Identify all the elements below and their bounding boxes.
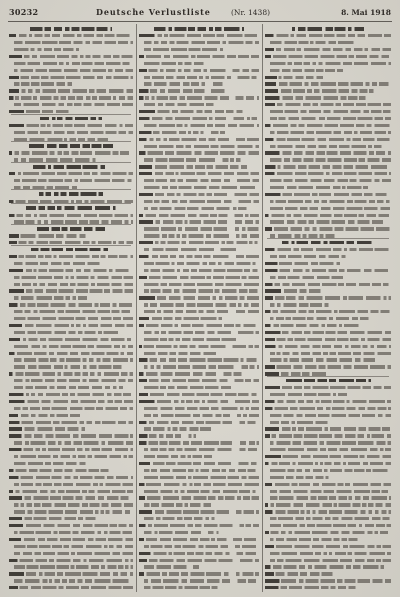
illegible-text-line bbox=[9, 234, 88, 237]
illegible-text-line bbox=[144, 565, 199, 568]
section-heading bbox=[39, 192, 104, 196]
illegible-text-line bbox=[265, 407, 391, 410]
illegible-text-line bbox=[14, 48, 83, 51]
illegible-text-line bbox=[270, 131, 391, 134]
illegible-text-line bbox=[14, 462, 88, 465]
illegible-text-line bbox=[144, 179, 259, 182]
illegible-text-line bbox=[144, 227, 259, 230]
illegible-text-line bbox=[144, 386, 231, 389]
illegible-text-line bbox=[139, 572, 259, 575]
illegible-text-line bbox=[265, 124, 391, 127]
illegible-text-line bbox=[14, 345, 133, 348]
illegible-text-line bbox=[265, 289, 325, 292]
illegible-text-line bbox=[265, 283, 391, 286]
illegible-text-line bbox=[270, 552, 391, 555]
illegible-text-line bbox=[144, 503, 211, 506]
illegible-text-line bbox=[14, 531, 133, 534]
illegible-text-line bbox=[270, 145, 382, 148]
illegible-text-line bbox=[265, 34, 391, 37]
illegible-text-line bbox=[144, 365, 259, 368]
illegible-text-line bbox=[270, 352, 391, 355]
illegible-text-line bbox=[144, 531, 219, 534]
illegible-text-line bbox=[9, 172, 133, 175]
section-heading bbox=[282, 241, 375, 245]
illegible-text-line bbox=[9, 124, 133, 127]
illegible-text-line bbox=[139, 483, 259, 486]
section-heading bbox=[292, 27, 365, 31]
illegible-text-line bbox=[265, 193, 391, 196]
illegible-text-line bbox=[139, 324, 259, 327]
illegible-text-line bbox=[270, 517, 391, 520]
illegible-text-line bbox=[144, 48, 225, 51]
publication-title: Deutsche Verlustliste bbox=[96, 7, 211, 17]
illegible-text-line bbox=[14, 262, 101, 265]
illegible-text-line bbox=[14, 365, 122, 368]
illegible-text-line bbox=[9, 303, 133, 306]
illegible-text-line bbox=[265, 510, 391, 513]
illegible-text-line bbox=[139, 510, 259, 513]
section-rule bbox=[267, 376, 389, 377]
illegible-text-line bbox=[265, 455, 391, 458]
illegible-text-line bbox=[14, 283, 133, 286]
section-heading bbox=[30, 27, 113, 31]
illegible-text-line bbox=[265, 89, 374, 92]
illegible-text-line bbox=[9, 476, 133, 479]
illegible-text-line bbox=[139, 255, 259, 258]
illegible-text-line bbox=[265, 310, 391, 313]
illegible-text-line bbox=[14, 331, 118, 334]
illegible-text-line bbox=[9, 89, 133, 92]
illegible-text-line bbox=[9, 289, 133, 292]
illegible-text-line bbox=[265, 269, 391, 272]
section-rule bbox=[11, 203, 131, 204]
illegible-text-line bbox=[265, 338, 391, 341]
illegible-text-line bbox=[265, 427, 391, 430]
page-number: 30232 bbox=[9, 7, 39, 17]
illegible-text-line bbox=[14, 503, 133, 506]
illegible-text-line bbox=[14, 276, 133, 279]
illegible-text-line bbox=[139, 55, 259, 58]
illegible-text-line bbox=[9, 269, 133, 272]
illegible-text-line bbox=[270, 179, 391, 182]
illegible-text-line bbox=[9, 559, 133, 562]
illegible-text-line bbox=[265, 248, 391, 251]
illegible-text-line bbox=[139, 69, 259, 72]
section-rule bbox=[11, 162, 131, 163]
illegible-text-line bbox=[139, 441, 259, 444]
section-heading bbox=[37, 227, 105, 231]
illegible-text-line bbox=[139, 214, 259, 217]
illegible-text-line bbox=[9, 434, 133, 437]
illegible-text-line bbox=[265, 531, 391, 534]
illegible-text-line bbox=[14, 510, 133, 513]
illegible-text-line bbox=[14, 82, 75, 85]
illegible-text-line bbox=[270, 317, 371, 320]
illegible-text-line bbox=[270, 524, 391, 527]
illegible-text-line bbox=[144, 586, 221, 589]
illegible-text-line bbox=[144, 407, 259, 410]
illegible-text-line bbox=[14, 441, 133, 444]
illegible-text-line bbox=[265, 400, 391, 403]
section-rule bbox=[11, 245, 131, 246]
illegible-text-line bbox=[144, 289, 259, 292]
illegible-text-line bbox=[139, 89, 227, 92]
illegible-text-line bbox=[265, 345, 391, 348]
illegible-text-line bbox=[265, 214, 391, 217]
illegible-text-line bbox=[9, 352, 133, 355]
illegible-text-line bbox=[144, 352, 216, 355]
illegible-text-line bbox=[9, 214, 133, 217]
illegible-text-line bbox=[9, 496, 133, 499]
illegible-text-line bbox=[14, 179, 133, 182]
illegible-text-line bbox=[139, 434, 196, 437]
illegible-text-line bbox=[270, 476, 329, 479]
illegible-text-line bbox=[139, 538, 259, 541]
illegible-text-line bbox=[144, 283, 259, 286]
illegible-text-line bbox=[14, 386, 123, 389]
illegible-text-line bbox=[144, 41, 259, 44]
illegible-text-line bbox=[270, 414, 391, 417]
illegible-text-line bbox=[9, 448, 133, 451]
illegible-text-line bbox=[144, 469, 259, 472]
illegible-text-line bbox=[270, 220, 383, 223]
illegible-text-line bbox=[139, 372, 242, 375]
illegible-text-line bbox=[14, 296, 87, 299]
illegible-text-line bbox=[265, 483, 391, 486]
issue-date: 8. Mai 1918 bbox=[341, 8, 391, 17]
illegible-text-line bbox=[139, 421, 259, 424]
illegible-text-line bbox=[270, 538, 361, 541]
illegible-text-line bbox=[265, 296, 391, 299]
illegible-text-line bbox=[14, 69, 133, 72]
illegible-text-line bbox=[139, 241, 259, 244]
illegible-text-line bbox=[270, 559, 391, 562]
illegible-text-line bbox=[144, 517, 215, 520]
section-heading bbox=[33, 165, 109, 169]
illegible-text-line bbox=[270, 393, 347, 396]
illegible-text-line bbox=[265, 565, 384, 568]
illegible-text-line bbox=[144, 455, 213, 458]
illegible-text-line bbox=[265, 103, 391, 106]
illegible-text-line bbox=[265, 76, 323, 79]
illegible-text-line bbox=[144, 62, 204, 65]
illegible-text-line bbox=[14, 62, 133, 65]
illegible-text-line bbox=[9, 586, 133, 589]
illegible-text-line bbox=[270, 448, 391, 451]
illegible-text-line bbox=[265, 48, 391, 51]
illegible-text-line bbox=[270, 41, 358, 44]
illegible-text-line bbox=[270, 62, 391, 65]
illegible-text-line bbox=[270, 69, 343, 72]
illegible-text-line bbox=[144, 490, 259, 493]
illegible-text-line bbox=[144, 262, 259, 265]
illegible-text-line bbox=[9, 524, 133, 527]
illegible-text-line bbox=[139, 138, 259, 141]
illegible-text-line bbox=[265, 165, 391, 168]
illegible-text-line bbox=[9, 372, 133, 375]
illegible-text-line bbox=[139, 317, 222, 320]
illegible-text-line bbox=[9, 76, 133, 79]
issue-number: (Nr. 1438) bbox=[231, 8, 271, 17]
illegible-text-line bbox=[139, 96, 259, 99]
illegible-text-line bbox=[9, 393, 133, 396]
illegible-text-line bbox=[139, 379, 259, 382]
illegible-text-line bbox=[144, 158, 242, 161]
illegible-text-line bbox=[265, 96, 366, 99]
illegible-text-line bbox=[139, 559, 259, 562]
illegible-text-line bbox=[14, 358, 133, 361]
illegible-text-line bbox=[144, 145, 259, 148]
illegible-text-line bbox=[270, 110, 391, 113]
section-heading bbox=[29, 144, 113, 148]
illegible-text-line bbox=[139, 345, 259, 348]
illegible-text-line bbox=[9, 572, 133, 575]
illegible-text-line bbox=[139, 165, 251, 168]
illegible-text-line bbox=[14, 483, 133, 486]
illegible-text-line bbox=[9, 255, 133, 258]
section-heading bbox=[31, 248, 112, 252]
illegible-text-line bbox=[139, 220, 259, 223]
illegible-text-line bbox=[265, 462, 391, 465]
illegible-text-line bbox=[9, 414, 80, 417]
illegible-text-line bbox=[14, 545, 133, 548]
illegible-text-line bbox=[9, 324, 133, 327]
illegible-text-line bbox=[139, 276, 259, 279]
section-rule bbox=[11, 224, 131, 225]
illegible-text-line bbox=[265, 572, 333, 575]
section-rule bbox=[267, 238, 389, 239]
illegible-text-line bbox=[9, 400, 133, 403]
illegible-text-line bbox=[139, 193, 259, 196]
illegible-text-line bbox=[144, 310, 259, 313]
illegible-text-line bbox=[144, 82, 225, 85]
illegible-text-line bbox=[9, 34, 133, 37]
illegible-text-line bbox=[270, 207, 391, 210]
section-heading bbox=[286, 379, 371, 383]
illegible-text-line bbox=[270, 117, 391, 120]
illegible-text-line bbox=[265, 151, 391, 154]
illegible-text-line bbox=[265, 365, 391, 368]
illegible-text-line bbox=[14, 407, 133, 410]
illegible-text-line bbox=[9, 96, 133, 99]
illegible-text-line bbox=[270, 303, 329, 306]
illegible-text-line bbox=[9, 421, 133, 424]
illegible-text-line bbox=[270, 255, 347, 258]
illegible-text-line bbox=[139, 110, 243, 113]
illegible-text-line bbox=[270, 358, 375, 361]
section-heading bbox=[26, 206, 116, 210]
illegible-text-line bbox=[144, 207, 247, 210]
illegible-text-line bbox=[265, 586, 356, 589]
illegible-text-line bbox=[144, 331, 259, 334]
illegible-text-line bbox=[139, 296, 259, 299]
illegible-text-line bbox=[265, 172, 391, 175]
illegible-text-line bbox=[139, 151, 259, 154]
illegible-text-line bbox=[14, 317, 133, 320]
illegible-text-line bbox=[265, 262, 340, 265]
illegible-text-line bbox=[270, 186, 368, 189]
illegible-text-line bbox=[9, 469, 109, 472]
illegible-text-line bbox=[14, 131, 133, 134]
illegible-text-line bbox=[144, 200, 259, 203]
illegible-text-line bbox=[265, 386, 391, 389]
illegible-text-line bbox=[139, 400, 259, 403]
illegible-text-line bbox=[270, 158, 391, 161]
illegible-text-line bbox=[270, 441, 391, 444]
illegible-text-line bbox=[9, 338, 133, 341]
illegible-text-line bbox=[270, 421, 330, 424]
illegible-text-line bbox=[139, 524, 259, 527]
illegible-text-line bbox=[265, 55, 391, 58]
illegible-text-line bbox=[9, 55, 133, 58]
illegible-text-line bbox=[270, 276, 343, 279]
illegible-text-line bbox=[265, 227, 391, 230]
illegible-text-line bbox=[265, 331, 391, 334]
illegible-text-line bbox=[144, 338, 237, 341]
illegible-text-line bbox=[144, 579, 259, 582]
illegible-text-line bbox=[144, 103, 217, 106]
illegible-text-line bbox=[144, 427, 213, 430]
illegible-text-line bbox=[9, 490, 133, 493]
illegible-text-line bbox=[9, 151, 133, 154]
illegible-text-line bbox=[14, 379, 133, 382]
illegible-text-line bbox=[139, 131, 225, 134]
illegible-text-line bbox=[139, 34, 259, 37]
illegible-text-line bbox=[265, 82, 391, 85]
illegible-text-line bbox=[265, 545, 391, 548]
illegible-text-line bbox=[14, 565, 133, 568]
illegible-text-line bbox=[14, 552, 133, 555]
illegible-text-line bbox=[270, 200, 391, 203]
illegible-text-line bbox=[270, 490, 391, 493]
illegible-text-line bbox=[144, 124, 259, 127]
illegible-text-line bbox=[139, 552, 259, 555]
section-heading bbox=[154, 27, 245, 31]
illegible-text-line bbox=[14, 41, 133, 44]
section-rule bbox=[11, 114, 131, 115]
illegible-text-line bbox=[144, 269, 259, 272]
illegible-text-line bbox=[139, 462, 259, 465]
illegible-text-line bbox=[14, 103, 133, 106]
illegible-text-line bbox=[139, 117, 259, 120]
illegible-text-line bbox=[9, 427, 88, 430]
illegible-text-line bbox=[139, 358, 259, 361]
illegible-text-line bbox=[14, 579, 133, 582]
illegible-text-line bbox=[144, 414, 259, 417]
illegible-text-line bbox=[144, 303, 259, 306]
illegible-text-line bbox=[144, 448, 259, 451]
illegible-text-line bbox=[144, 234, 259, 237]
illegible-text-line bbox=[144, 476, 259, 479]
illegible-text-line bbox=[270, 496, 391, 499]
illegible-text-line bbox=[14, 310, 133, 313]
illegible-text-line bbox=[144, 186, 259, 189]
illegible-text-line bbox=[265, 138, 391, 141]
illegible-text-line bbox=[139, 172, 259, 175]
illegible-text-line bbox=[9, 517, 96, 520]
illegible-text-line bbox=[265, 324, 360, 327]
illegible-text-line bbox=[144, 248, 238, 251]
section-heading bbox=[40, 117, 102, 121]
illegible-text-line bbox=[265, 579, 391, 582]
illegible-text-line bbox=[265, 434, 391, 437]
illegible-text-line bbox=[144, 545, 259, 548]
illegible-text-line bbox=[139, 393, 259, 396]
illegible-text-line bbox=[9, 538, 133, 541]
illegible-text-line bbox=[270, 469, 391, 472]
section-rule bbox=[11, 141, 131, 142]
illegible-text-line bbox=[144, 76, 259, 79]
illegible-text-line bbox=[265, 503, 391, 506]
section-rule bbox=[11, 189, 131, 190]
illegible-text-line bbox=[139, 496, 259, 499]
illegible-text-line bbox=[14, 455, 133, 458]
